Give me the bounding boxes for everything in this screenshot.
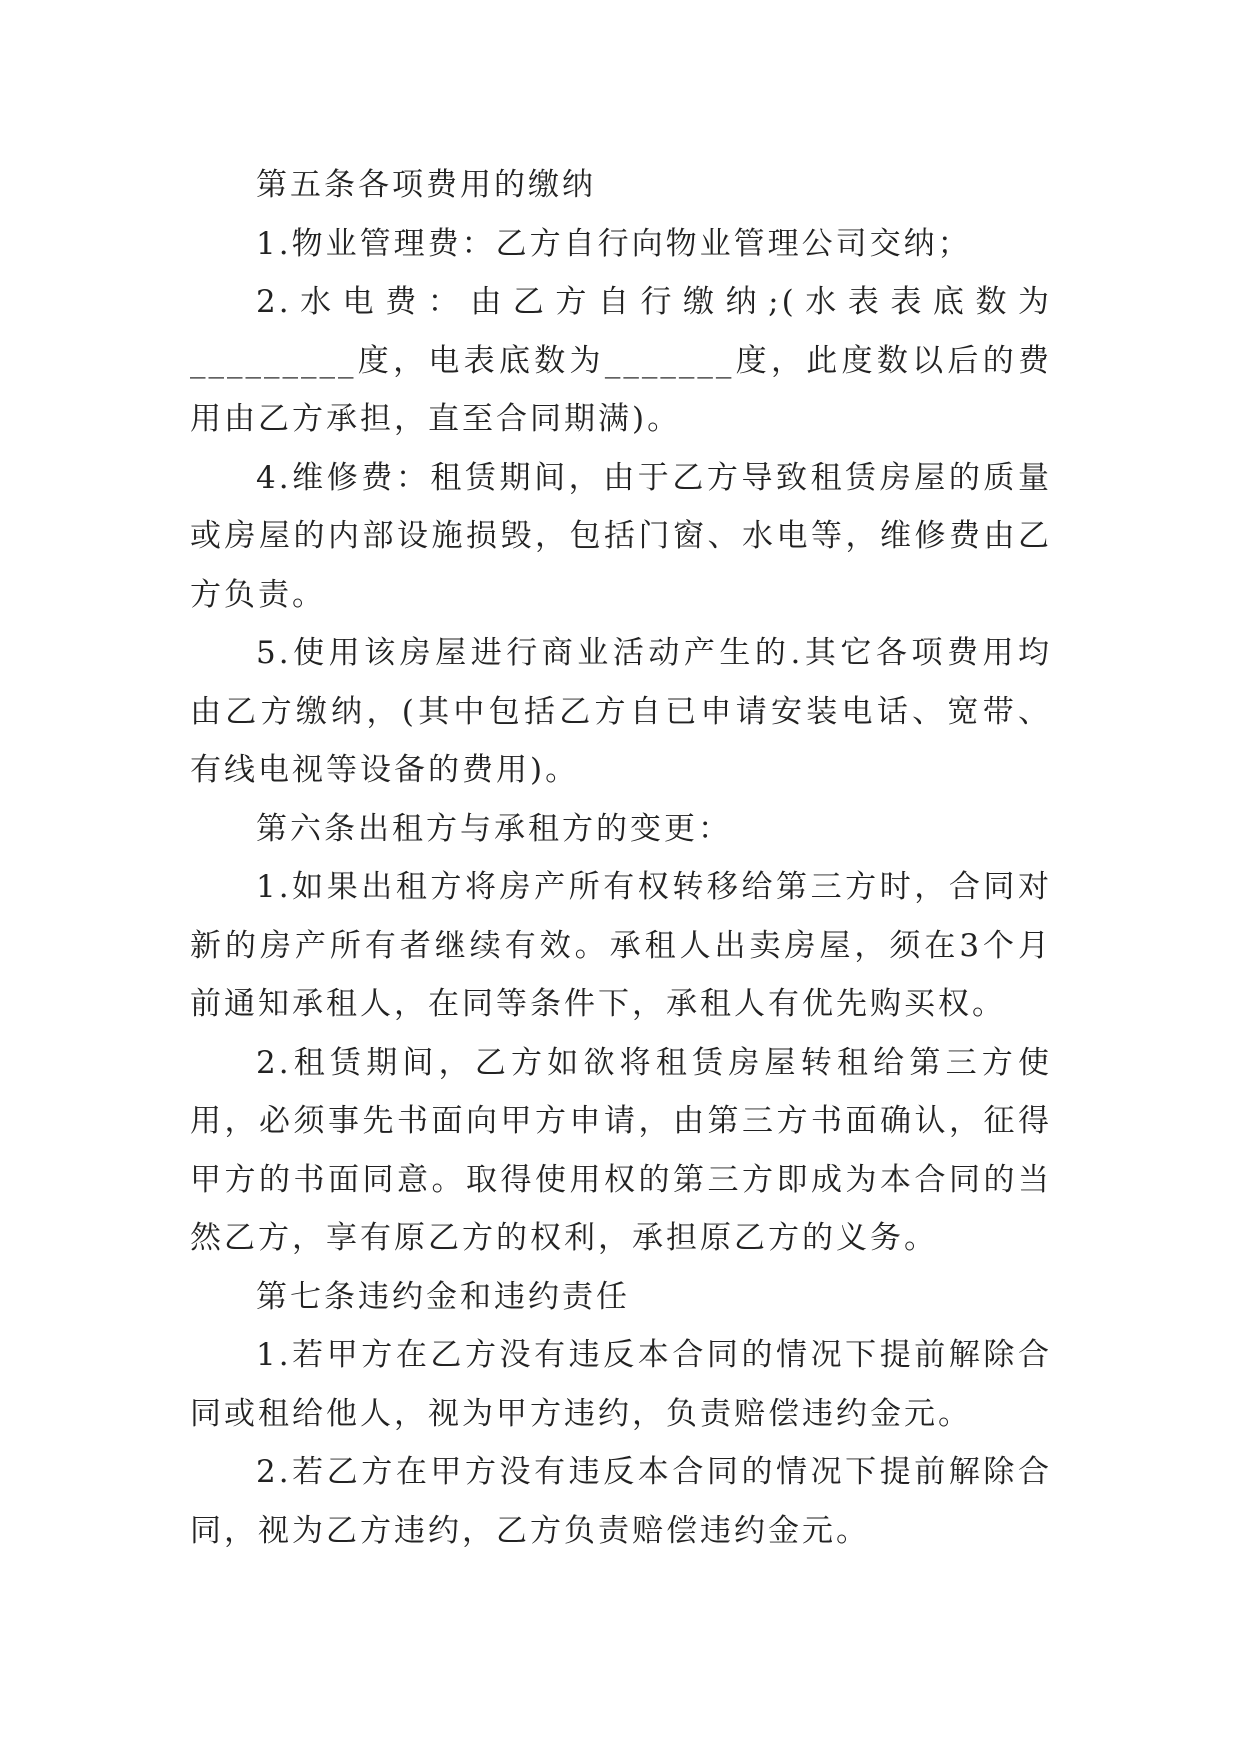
clause-maintenance-fee: 4.维修费：租赁期间，由于乙方导致租赁房屋的质量或房屋的内部设施损毁，包括门窗、水电等，维修费由乙方负责。 <box>190 459 1052 613</box>
section-heading-breach: 第七条违约金和违约责任 <box>256 1278 630 1315</box>
clause-party-b-breach: 2.若乙方在甲方没有违反本合同的情况下提前解除合同，视为乙方违约，乙方负责赔偿违约金元。 <box>190 1454 1052 1549</box>
document-body <box>190 156 1052 1560</box>
clause-ownership-transfer: 1.如果出租方将房产所有权转移给第三方时，合同对新的房产所有者继续有效。承租人出卖房屋，须在3个月前通知承租人，在同等条件下，承租人有优先购买权。 <box>190 869 1052 1022</box>
section-heading-fees: 第五条各项费用的缴纳 <box>256 167 596 203</box>
clause-property-fee: 1.物业管理费：乙方自行向物业管理公司交纳； <box>256 225 972 262</box>
clause-party-a-breach: 1.若甲方在乙方没有违反本合同的情况下提前解除合同或租给他人，视为甲方违约，负责赔偿违约金元。 <box>190 1337 1052 1432</box>
clause-other-fees: 5.使用该房屋进行商业活动产生的.其它各项费用均由乙方缴纳，(其中包括乙方自已申请安装电话、宽带、有线电视等设备的费用)。 <box>190 635 1052 788</box>
section-heading-changes: 第六条出租方与承租方的变更： <box>256 810 732 847</box>
clause-sublease: 2.租赁期间，乙方如欲将租赁房屋转租给第三方使用，必须事先书面向甲方申请，由第三方书面确认，征得甲方的书面同意。取得使用权的第三方即成为本合同的当然乙方，享有原乙方的权利，承担原乙方的义务。 <box>190 1044 1052 1256</box>
clause-utilities-fee: 2.水电费：由乙方自行缴纳;(水表表底数为_________度，电表底数为_______度，此度数以后的费用由乙方承担，直至合同期满)。 <box>190 284 1052 437</box>
